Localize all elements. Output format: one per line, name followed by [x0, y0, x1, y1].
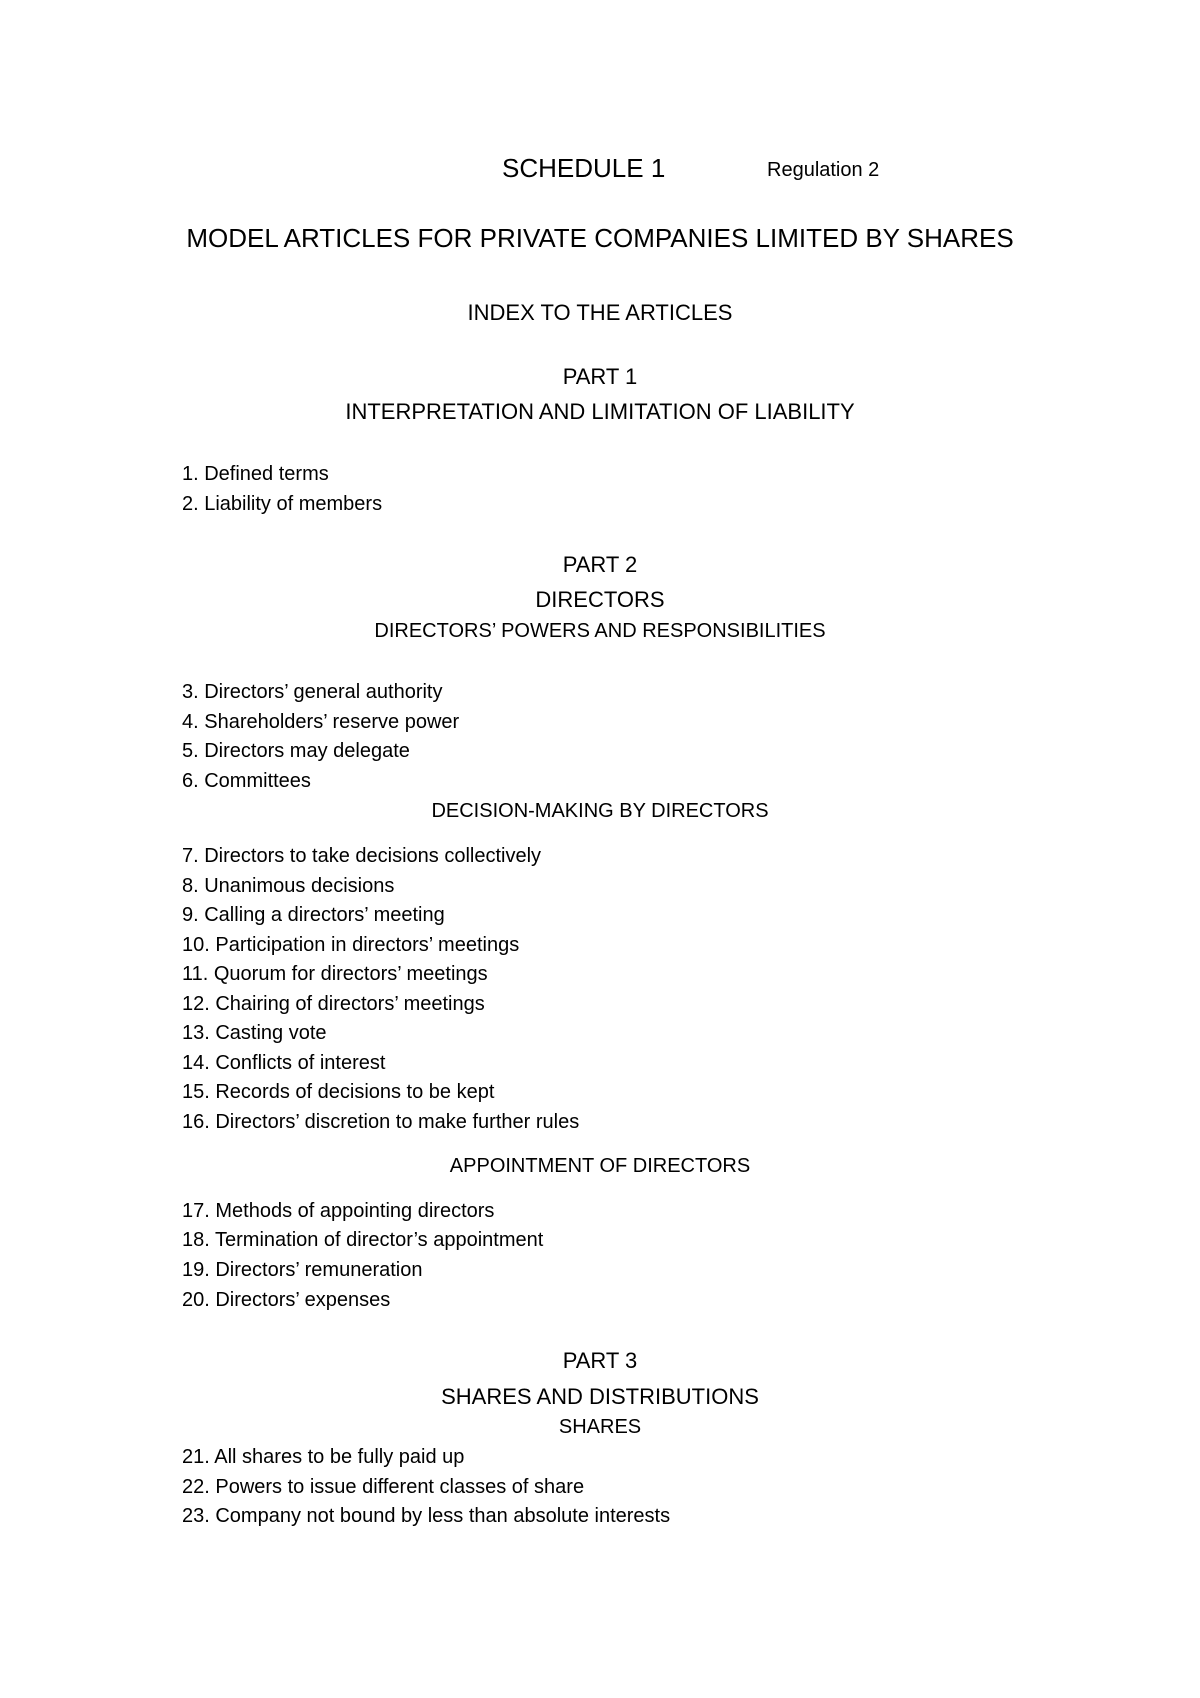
- index-item: 6. Committees: [182, 770, 311, 792]
- index-item: 3. Directors’ general authority: [182, 681, 443, 703]
- part-1-title: INTERPRETATION AND LIMITATION OF LIABILITY: [345, 399, 855, 424]
- index-item: 7. Directors to take decisions collectively: [182, 845, 542, 867]
- index-item: 10. Participation in directors’ meetings: [182, 934, 520, 956]
- index-item: 5. Directors may delegate: [182, 740, 410, 762]
- document-title: MODEL ARTICLES FOR PRIVATE COMPANIES LIMITED BY SHARES: [186, 223, 1014, 253]
- regulation-reference: Regulation 2: [767, 159, 880, 181]
- index-item: 2. Liability of members: [182, 493, 383, 515]
- part-1-label: PART 1: [562, 364, 638, 389]
- index-title: INDEX TO THE ARTICLES: [467, 300, 733, 325]
- part-2-label: PART 2: [562, 552, 638, 577]
- section-heading-shares: SHARES: [558, 1416, 642, 1438]
- part-2-title: DIRECTORS: [535, 587, 665, 612]
- index-item: 4. Shareholders’ reserve power: [182, 711, 460, 733]
- part-3-label: PART 3: [562, 1348, 638, 1373]
- section-heading-appointment: APPOINTMENT OF DIRECTORS: [449, 1155, 751, 1177]
- schedule-heading: SCHEDULE 1: [502, 153, 666, 183]
- index-item: 17. Methods of appointing directors: [182, 1200, 495, 1222]
- index-item: 18. Termination of director’s appointment: [182, 1229, 544, 1251]
- index-item: 11. Quorum for directors’ meetings: [182, 963, 488, 985]
- part-3-title: SHARES AND DISTRIBUTIONS: [441, 1384, 759, 1409]
- index-item: 9. Calling a directors’ meeting: [182, 904, 445, 926]
- section-heading-powers: DIRECTORS’ POWERS AND RESPONSIBILITIES: [374, 620, 826, 642]
- index-item: 23. Company not bound by less than absolute interests: [182, 1505, 671, 1527]
- index-item: 14. Conflicts of interest: [182, 1052, 386, 1074]
- index-item: 21. All shares to be fully paid up: [182, 1446, 465, 1468]
- section-heading-decision: DECISION-MAKING BY DIRECTORS: [431, 800, 769, 822]
- index-item: 16. Directors’ discretion to make further rules: [182, 1111, 580, 1133]
- index-item: 22. Powers to issue different classes of share: [182, 1476, 585, 1498]
- index-item: 15. Records of decisions to be kept: [182, 1081, 495, 1103]
- index-item: 12. Chairing of directors’ meetings: [182, 993, 485, 1015]
- index-item: 1. Defined terms: [182, 463, 329, 485]
- index-item: 20. Directors’ expenses: [182, 1289, 391, 1311]
- index-item: 8. Unanimous decisions: [182, 875, 395, 897]
- index-item: 13. Casting vote: [182, 1022, 327, 1044]
- index-item: 19. Directors’ remuneration: [182, 1259, 423, 1281]
